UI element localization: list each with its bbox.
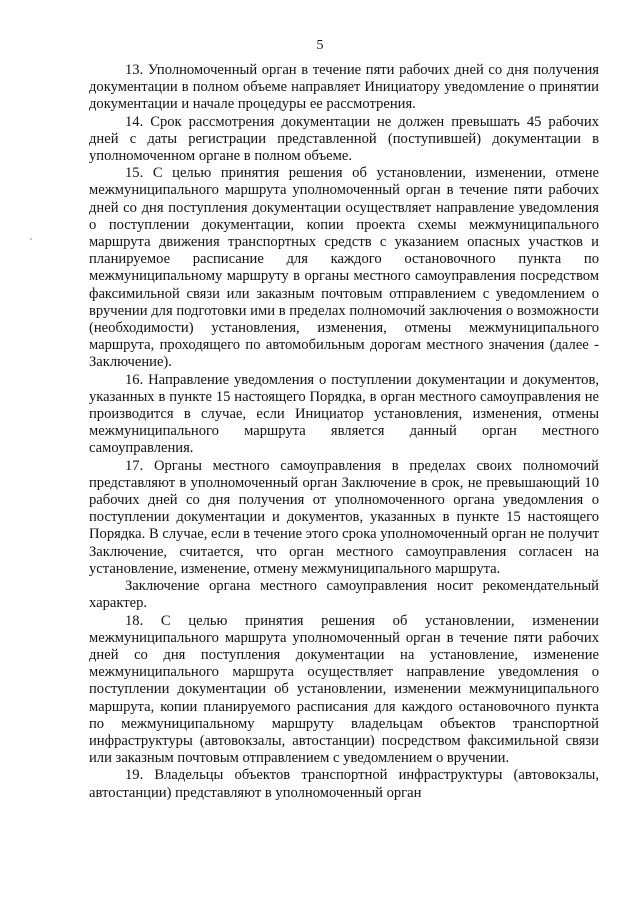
- paragraph-19: 19. Владельцы объектов транспортной инфраструктуры (автовокзалы, автостанции) представляют в уполномоченный орган: [89, 767, 599, 801]
- page-number: 5: [316, 38, 324, 53]
- document-body: [89, 62, 599, 802]
- paragraph-17-note: Заключение органа местного самоуправления носит рекомендательный характер.: [89, 578, 599, 612]
- paragraph-13: 13. Уполномоченный орган в течение пяти рабочих дней со дня получения документации в полном объеме направляет Инициатору уведомление о принятии документации и начале процедуры ее рассмотрения.: [89, 62, 599, 113]
- paragraph-14: 14. Срок рассмотрения документации не должен превышать 45 рабочих дней с даты регистрации представленной (поступившей) документации в уполномоченном органе в полном объеме.: [89, 113, 599, 165]
- paragraph-16: 16. Направление уведомления о поступлении документации и документов, указанных в пункте 15 настоящего Порядка, в орган местного самоуправления не производится в случае, если Инициатор установления, изменения, отмены межмуниципального маршрута является данный орган местного самоуправления.: [89, 371, 599, 457]
- paragraph-15: 15. С целью принятия решения об установлении, изменении, отмене межмуниципального маршрута уполномоченный орган в течение пяти рабочих дней со дня поступления документации осуществляет направление уведомления о поступлении документации, копии проекта схемы межмуниципального маршрута движения транспортных средств с указанием опасных участков и планируемое расписание для каждого остановочного пункта по межмуниципальному маршруту в органы местного самоуправления посредством факсимильной связи или заказным почтовым отправлением с уведомлением о вручении для подготовки ими в пределах полномочий заключения о возможности (необходимости) установления, изменения, отмены межмуниципального маршрута, проходящего по автомобильным дорогам местного значения (далее - Заключение).: [89, 165, 599, 371]
- paragraph-18: 18. С целью принятия решения об установлении, изменении межмуниципального маршрута уполномоченный орган в течение пяти рабочих дней со дня поступления документации на установление, изменение межмуниципального маршрута осуществляет направление уведомления о поступлении документации об установлении, изменении межмуниципального маршрута, копии планируемого расписания для каждого остановочного пункта по межмуниципальному маршруту владельцам объектов транспортной инфраструктуры (автовокзалы, автостанции) посредством факсимильной связи или заказным почтовым отправлением с уведомлением о вручении.: [89, 612, 599, 767]
- paragraph-17: 17. Органы местного самоуправления в пределах своих полномочий представляют в уполномоченный орган Заключение в срок, не превышающий 10 рабочих дней со дня получения от уполномоченного органа уведомления о поступлении документации и документов, указанных в пункте 15 настоящего Порядка. В случае, если в течение этого срока уполномоченный орган не получит Заключение, считается, что орган местного самоуправления согласен на установление, изменение, отмену межмуниципального маршрута.: [89, 457, 599, 577]
- scan-speck: [30, 238, 32, 240]
